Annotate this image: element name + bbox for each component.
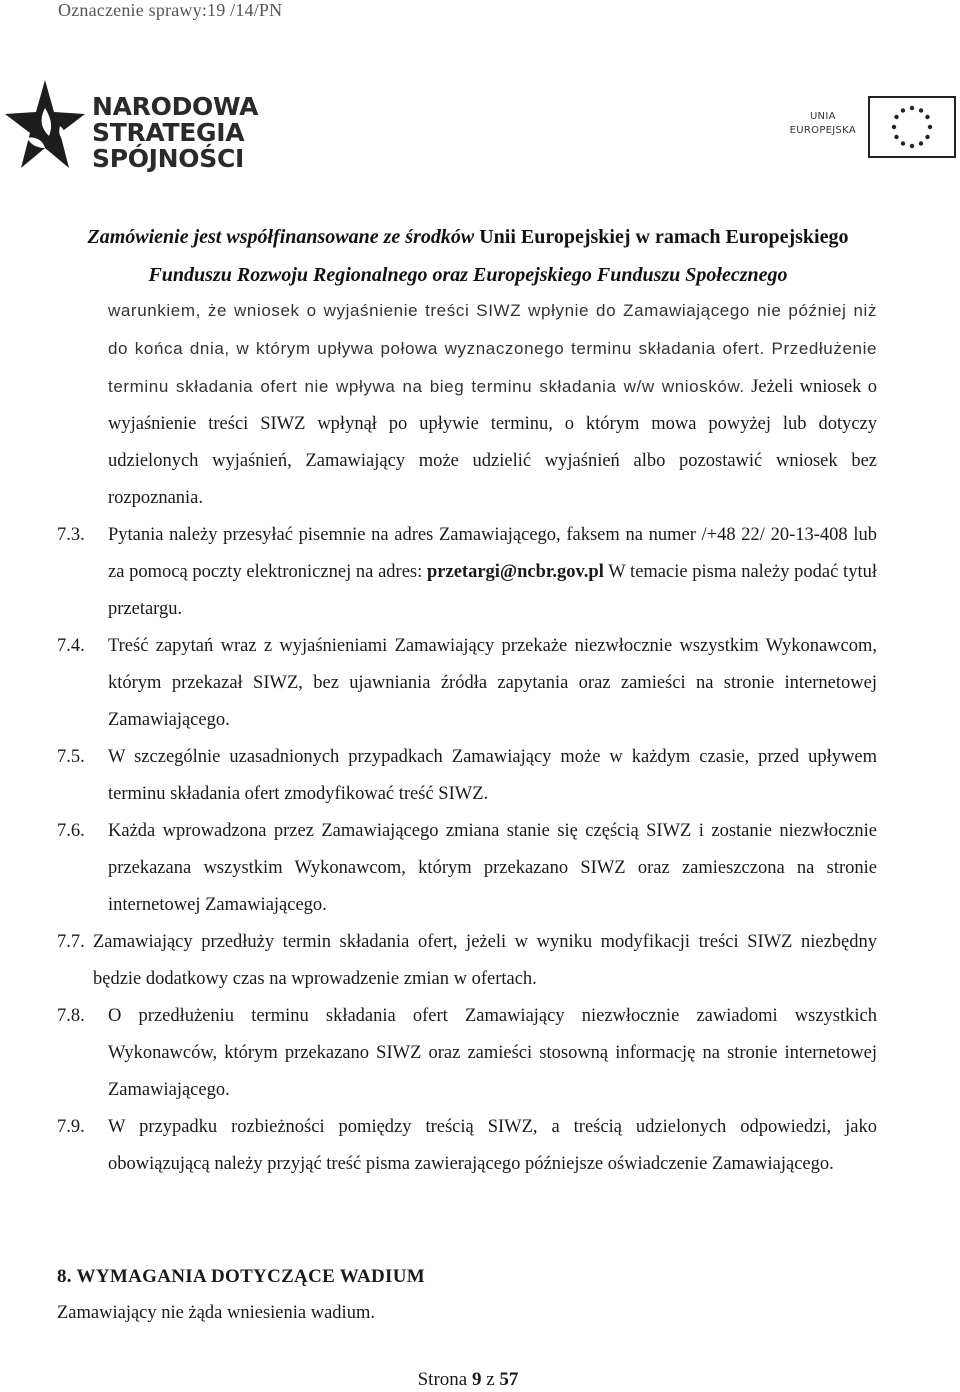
page-total: 57 — [499, 1369, 519, 1390]
ue-line2: EUROPEJSKA — [789, 125, 856, 136]
list-item: 7.7. Zamawiający przedłuży termin składania ofert, jeżeli w wyniku modyfikacji treści SIWZ niezbędny będzie dodatkowy czas na wprowadzenie zmian w ofertach. — [57, 924, 877, 998]
nsp-logo — [5, 78, 395, 178]
list-item-number: 7.9. — [57, 1117, 85, 1137]
cofinancing-line1: Zamówienie jest współfinansowane ze środków Unii Europejskiej w ramach Europejskiego — [87, 226, 849, 248]
ue-line1: UNIA — [809, 111, 836, 122]
list-item-number: 7.8. — [57, 1006, 85, 1026]
email-address: przetargi@ncbr.gov.pl — [426, 562, 604, 582]
section-text: Zamawiający nie żąda wniesienia wadium. — [57, 1303, 375, 1323]
cofinancing-note — [0, 218, 936, 294]
page-footer: Strona 9 z 57 — [417, 1369, 519, 1390]
list-item-number: 7.4. — [57, 636, 85, 656]
continuation-paragraph: warunkiem, że wniosek o wyjaśnienie treści SIWZ wpłynie do Zamawiającego nie później niż do końca dnia, w którym upływa połowa wyznaczonego terminu składania ofert. Przedłużenie terminu składania ofert nie wpływa na bieg terminu składania w/w wniosków. Jeżeli wniosek o wyjaśnienie treści SIWZ wpłynął po upływie terminu, o którym mowa powyżej lub dotyczy udzielonych wyjaśnień, Zamawiający może udzielić wyjaśnień albo pozostawić wniosek bez rozpoznania. — [108, 301, 877, 508]
list-item-number: 7.7. — [57, 932, 85, 952]
page-number: 9 — [471, 1369, 482, 1390]
cofinancing-line2: Funduszu Rozwoju Regionalnego oraz Europejskiego Funduszu Społecznego — [148, 264, 788, 286]
list-item-number: 7.6. — [57, 821, 85, 841]
list-item: 7.5. W szczególnie uzasadnionych przypadkach Zamawiający może w każdym czasie, przed upływem terminu składania ofert zmodyfikować treść SIWZ. — [57, 739, 877, 813]
list-item: 7.3. Pytania należy przesyłać pisemnie na adres Zamawiającego, faksem na numer /+48 22/ 20-13-408 lub za pomocą poczty elektronicznej na adres: przetargi@ncbr.gov.pl W temacie pisma należy podać tytuł przetargu. — [57, 517, 877, 628]
nsp-star-logo-icon — [5, 78, 87, 178]
document-body — [57, 292, 877, 1183]
list-item: 7.9. W przypadku rozbieżności pomiędzy treścią SIWZ, a treścią udzielonych odpowiedzi, jako obowiązującą należy przyjąć treść pisma zawierającego późniejsze oświadczenie Zamawiającego. — [57, 1109, 877, 1183]
eu-flag-icon — [868, 96, 956, 158]
nsp-line2: STRATEGIA SPÓJNOŚCI — [92, 118, 245, 173]
eu-logo — [780, 96, 956, 160]
list-item-number: 7.3. — [57, 525, 85, 545]
case-number: Oznaczenie sprawy:19 /14/PN — [58, 0, 283, 20]
section-heading: 8. WYMAGANIA DOTYCZĄCE WADIUM — [57, 1266, 425, 1287]
list-item: 7.8. O przedłużeniu terminu składania ofert Zamawiający niezwłocznie zawiadomi wszystkich Wykonawców, którym przekazano SIWZ oraz zamieści stosowną informację na stronie internetowej Zamawiającego. — [57, 998, 877, 1109]
list-item: 7.6. Każda wprowadzona przez Zamawiającego zmiana stanie się częścią SIWZ i zostanie niezwłocznie przekazana wszystkim Wykonawcom, którym przekazano SIWZ oraz zamieszczona na stronie internetowej Zamawiającego. — [57, 813, 877, 924]
nsp-line1: NARODOWA — [92, 92, 259, 121]
list-item-number: 7.5. — [57, 747, 85, 767]
list-item: 7.4. Treść zapytań wraz z wyjaśnieniami Zamawiający przekaże niezwłocznie wszystkim Wykonawcom, którym przekazał SIWZ, bez ujawniania źródła zapytania oraz zamieści na stronie internetowej Zamawiającego. — [57, 628, 877, 739]
